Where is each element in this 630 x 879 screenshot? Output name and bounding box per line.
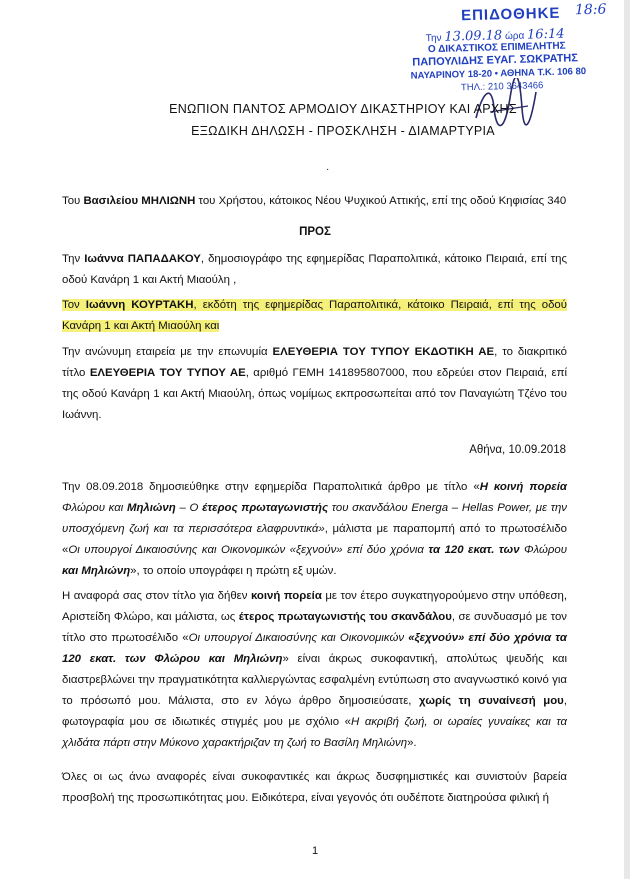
stamp-bailiff-name: ΠΑΠΟΥΛΙΔΗΣ ΕΥΑΓ. ΣΩΚΡΑΤΗΣ xyxy=(412,52,579,69)
stamp-phone: ΤΗΛ.: 210 3643466 xyxy=(460,80,544,94)
company-name: ΕΛΕΥΘΕΡΙΑ ΤΟΥ ΤΥΠΟΥ ΕΚΔΟΤΙΚΗ ΑΕ xyxy=(272,346,495,358)
text-run: έτερος πρωταγωνιστής του σκανδάλου xyxy=(238,611,452,623)
stamp-time-value: 16:14 xyxy=(526,26,565,43)
stamp-date-value: 13.09.18 xyxy=(444,28,503,45)
stamp-address: ΝΑΥΑΡΙΝΟΥ 18-20 • ΑΘΗΝΑ Τ.Κ. 106 80 xyxy=(410,66,587,82)
text-run: τα 120 εκατ. των xyxy=(428,544,520,556)
text-run: του σκανδάλου Energa – Hellas Power, με την υποσχόμενη ζωή και τα περισσότερα ελαφρυντικά» xyxy=(62,502,567,535)
sender-name: Βασιλείου ΜΗΛΙΩΝΗ xyxy=(83,195,196,207)
text-run: Φλώρου και xyxy=(62,502,127,514)
text-run: και Μηλιώνη xyxy=(62,565,131,577)
place-date: Αθήνα, 10.09.2018 xyxy=(469,444,566,456)
text-run: με τον έτερο συγκατηγορούμενο στην υπόθεση, Αριστείδη Φλώρο, και μάλιστα, ως xyxy=(62,590,567,623)
recipient-3-paragraph xyxy=(62,342,567,426)
to-label: ΠΡΟΣ xyxy=(299,226,331,238)
text-run: κοινή πορεία xyxy=(250,590,322,602)
stamp-handwritten-corner: 18:6 xyxy=(574,1,607,19)
company-distinctive-title: ΕΛΕΥΘΕΡΙΑ ΤΟΥ ΤΥΠΟΥ ΑΕ xyxy=(89,367,246,379)
text-run: », το οποίο υπογράφει η πρώτη εξ υμών. xyxy=(130,565,337,577)
text-run: Η κοινή πορεία xyxy=(479,481,567,493)
text-run: – Ο xyxy=(175,502,203,514)
stamp-time-label: ώρα xyxy=(504,30,525,43)
stamp-bailiff-title: Ο ΔΙΚΑΣΤΙΚΟΣ ΕΠΙΜΕΛΗΤΗΣ xyxy=(427,40,566,56)
body-paragraph-2 xyxy=(62,586,567,754)
text-run: Η αναφορά σας στον τίτλο για δήθεν xyxy=(62,590,251,602)
text-run: » είναι άκρως συκοφαντική, απολύτως ψευδής και διαστρεβλώνει την πραγματικότητα καλλιεργώντας εσφαλμένη εντύπωση στο αναγνωστικό κοινό για το πρόσωπό μου. Μάλιστα, στο εν λόγω άρθρο δημοσιεύσατε, xyxy=(62,653,568,707)
document-subheading: ΕΞΩΔΙΚΗ ΔΗΛΩΣΗ - ΠΡΟΣΚΛΗΣΗ - ΔΙΑΜΑΡΤΥΡΙΑ xyxy=(191,124,495,138)
text-run: «ξεχνούν» επί δύο χρόνια τα 120 εκατ. των Φλώρου και Μηλιώνη xyxy=(62,632,567,665)
text-run: Οι υπουργοί Δικαιοσύνης και Οικονομικών xyxy=(188,632,409,644)
body-paragraph-1 xyxy=(62,477,567,582)
document-heading: ΕΝΩΠΙΟΝ ΠΑΝΤΟΣ ΑΡΜΟΔΙΟΥ ΔΙΚΑΣΤΗΡΙΟΥ ΚΑΙ ΑΡΧΗΣ xyxy=(169,102,517,116)
text-run: Του xyxy=(62,195,84,207)
text-run: , σε συνδυασμό με τον τίτλο στο πρωτοσέλιδο « xyxy=(62,611,567,644)
text-run: , φωτογραφία μου σε ιδιωτικές στιγμές μου με σχόλιο « xyxy=(62,695,567,728)
recipient-2-name: Ιωάννη ΚΟΥΡΤΑΚΗ xyxy=(85,299,194,311)
text-run: Την xyxy=(62,253,85,265)
text-run: , αριθμό ΓΕΜΗ 141895807000, που εδρεύει στον Πειραιά, επί της οδού Κανάρη 1 και Ακτή Μιαούλη, όπως νομίμως εκπροσωπείται από τον Παναγιώτη Τζένο του Ιωάννη. xyxy=(62,367,567,421)
stamp-date-prefix: Την xyxy=(425,32,442,45)
stray-mark: · xyxy=(326,164,330,175)
text-run: του Χρήστου, κάτοικος Νέου Ψυχικού Αττικής, επί της οδού Κηφισίας 340 xyxy=(195,195,567,207)
text-run: χωρίς τη συναίνεσή μου xyxy=(419,695,564,707)
stamp-served-label: ΕΠΙΔΟΘΗΚΕ xyxy=(460,4,561,25)
text-run: Μηλιώνη xyxy=(126,502,176,514)
text-run: Την ανώνυμη εταιρεία με την επωνυμία xyxy=(62,346,273,358)
text-run: Η ακριβή ζωή, οι ωραίες γυναίκες και τα χλιδάτα πάρτι στην Μύκονο χαρακτήριζαν τη ζωή το Βασίλη Μηλιώνη xyxy=(62,716,567,749)
text-run: , μάλιστα με παραπομπή από το πρωτοσέλιδο « xyxy=(62,523,567,556)
recipient-1-paragraph xyxy=(62,249,567,291)
page-number: 1 xyxy=(311,845,319,857)
text-run: , το διακριτικό τίτλο xyxy=(62,346,567,379)
text-run: , εκδότη της εφημερίδας Παραπολιτικά, κάτοικο Πειραιά, επί της οδού Κανάρη 1 και Ακτή Μιαούλη και xyxy=(62,299,567,332)
body-paragraph-3: Όλες οι ως άνω αναφορές είναι συκοφαντικές και άκρως δυσφημιστικές και συνιστούν βαρεία προσβολή της προσωπικότητας μου. Ειδικότερα, είναι γεγονός ότι ουδέποτε διατηρούσα φιλική ή xyxy=(62,771,567,804)
text-run: ». xyxy=(407,737,417,749)
text-run: Οι υπουργοί Δικαιοσύνης και Οικονομικών «ξεχνούν» επί δύο χρόνια xyxy=(68,544,429,556)
text-run: Τον xyxy=(62,299,86,311)
recipient-1-name: Ιωάννα ΠΑΠΑΔΑΚΟΥ xyxy=(84,253,201,265)
sender-paragraph xyxy=(62,191,567,212)
recipient-2-paragraph xyxy=(62,295,567,337)
text-run: έτερος πρωταγωνιστής xyxy=(202,502,329,514)
text-run: , δημοσιογράφο της εφημερίδας Παραπολιτικά, κάτοικο Πειραιά, επί της οδού Κανάρη 1 και Ακτή Μιαούλη , xyxy=(62,253,567,286)
text-run: Φλώρου xyxy=(519,544,567,556)
text-run: Την 08.09.2018 δημοσιεύθηκε στην εφημερίδα Παραπολιτικά άρθρο με τίτλο « xyxy=(62,481,480,493)
